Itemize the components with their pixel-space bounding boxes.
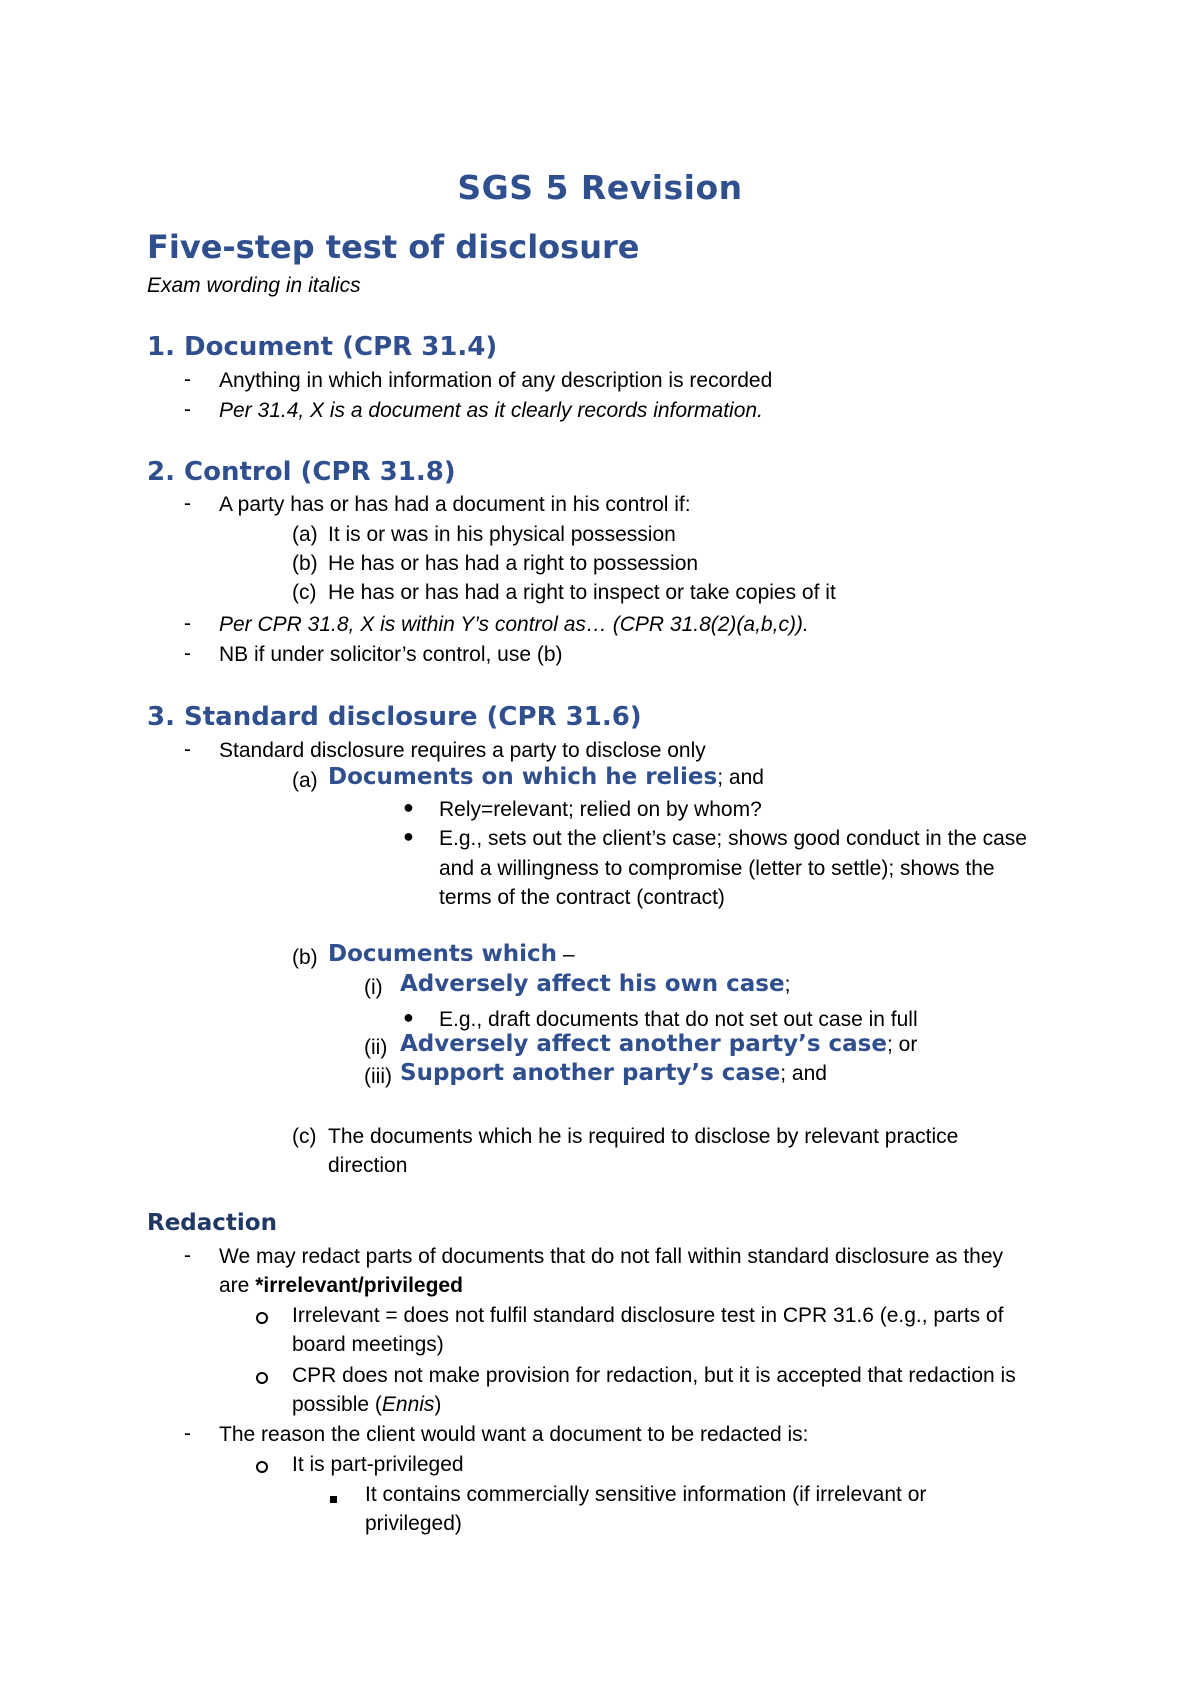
document-item-1: Anything in which information of any description is recorded <box>219 369 773 392</box>
section-control-heading: 2. Control (CPR 31.8) <box>147 457 456 487</box>
control-sub-a: It is or was in his physical possession <box>328 523 676 546</box>
standard-b-emph: Documents which <box>328 941 558 967</box>
standard-b-ii-tail: ; or <box>886 1033 918 1056</box>
standard-label-b-iii: (iii) <box>364 1065 392 1088</box>
control-exam-wording: Per CPR 31.8, X is within Y’s control as… (CPR 31.8(2)(a,b,c)). <box>219 613 809 636</box>
bullet-dot: ● <box>403 1007 414 1027</box>
document-item-2: Per 31.4, X is a document as it clearly records information. <box>219 399 763 422</box>
standard-label-b-ii: (ii) <box>364 1036 388 1059</box>
dash-bullet: - <box>184 492 191 515</box>
standard-label-b: (b) <box>292 946 318 969</box>
standard-intro: Standard disclosure requires a party to disclose only <box>219 739 706 762</box>
subtitle: Exam wording in italics <box>147 274 361 297</box>
circle-bullet <box>256 1371 268 1389</box>
standard-label-c: (c) <box>292 1125 317 1148</box>
dash-bullet: - <box>184 738 191 761</box>
standard-a-bullet-2: E.g., sets out the client’s case; shows good conduct in the case <box>439 827 1027 850</box>
control-intro: A party has or has had a document in his control if: <box>219 493 691 516</box>
control-sub-b: He has or has had a right to possession <box>328 552 699 575</box>
control-label-a: (a) <box>292 523 318 546</box>
dash-bullet: - <box>184 398 191 421</box>
control-label-c: (c) <box>292 581 317 604</box>
standard-item-b-iii <box>400 1059 827 1088</box>
dash-bullet: - <box>184 1422 191 1445</box>
standard-item-c-line-2: direction <box>328 1154 408 1177</box>
redaction-sub-2-suffix: ) <box>434 1393 442 1416</box>
dash-bullet: - <box>184 612 191 635</box>
standard-item-c-line-1: The documents which he is required to disclose by relevant practice <box>328 1125 959 1148</box>
standard-b-iii-tail: ; and <box>780 1062 827 1085</box>
redaction-item-1-line-2 <box>219 1271 463 1300</box>
control-sub-c: He has or has had a right to inspect or take copies of it <box>328 581 836 604</box>
redaction-item-2-subsub-line-1: It contains commercially sensitive information (if irrelevant or <box>365 1483 927 1506</box>
standard-a-tail: ; and <box>717 766 764 789</box>
control-label-b: (b) <box>292 552 318 575</box>
standard-label-b-i: (i) <box>364 976 383 999</box>
standard-a-bullet-2-cont: and a willingness to compromise (letter to settle); shows the <box>439 857 995 880</box>
dash-bullet: - <box>184 1244 191 1267</box>
redaction-item-2-sub: It is part-privileged <box>292 1453 464 1476</box>
redaction-item-1-prefix: are <box>219 1274 256 1297</box>
standard-b-i-emph: Adversely affect his own case <box>400 971 785 997</box>
section-document-heading: 1. Document (CPR 31.4) <box>147 332 498 362</box>
redaction-item-1-bold: *irrelevant/privileged <box>255 1274 463 1297</box>
square-bullet <box>330 1490 337 1508</box>
page-title: SGS 5 Revision <box>457 168 743 207</box>
redaction-item-1-line-1: We may redact parts of documents that do not fall within standard disclosure as they <box>219 1245 1004 1268</box>
dash-bullet: - <box>184 642 191 665</box>
standard-item-b-i <box>400 970 790 999</box>
standard-a-bullet-1: Rely=relevant; relied on by whom? <box>439 798 762 821</box>
redaction-sub-1-line-1: Irrelevant = does not fulfil standard disclosure test in CPR 31.6 (e.g., parts of <box>292 1304 1004 1327</box>
redaction-sub-1-line-2: board meetings) <box>292 1333 444 1356</box>
standard-b-tail: – <box>557 943 575 966</box>
standard-item-b <box>328 940 575 969</box>
circle-bullet <box>256 1460 268 1478</box>
standard-b-iii-emph: Support another party’s case <box>400 1060 781 1086</box>
standard-label-a: (a) <box>292 769 318 792</box>
redaction-item-2-subsub-line-2: privileged) <box>365 1512 462 1535</box>
section-redaction-heading: Redaction <box>147 1210 277 1236</box>
section-standard-heading: 3. Standard disclosure (CPR 31.6) <box>147 702 642 732</box>
dash-bullet: - <box>184 368 191 391</box>
main-heading: Five-step test of disclosure <box>147 228 640 266</box>
bullet-dot: ● <box>403 797 414 817</box>
redaction-sub-2-prefix: possible ( <box>292 1393 382 1416</box>
bullet-dot: ● <box>403 826 414 846</box>
standard-b-ii-emph: Adversely affect another party’s case <box>400 1031 887 1057</box>
standard-b-i-bullet: E.g., draft documents that do not set out case in full <box>439 1008 918 1031</box>
standard-a-bullet-2-cont: terms of the contract (contract) <box>439 886 725 909</box>
redaction-sub-2-case: Ennis <box>381 1393 435 1416</box>
circle-bullet <box>256 1311 268 1329</box>
control-nb: NB if under solicitor’s control, use (b) <box>219 643 563 666</box>
standard-item-a <box>328 763 764 792</box>
standard-b-i-tail: ; <box>784 973 791 996</box>
redaction-sub-2-line-2 <box>292 1390 441 1419</box>
standard-item-b-ii <box>400 1030 917 1059</box>
redaction-item-2: The reason the client would want a document to be redacted is: <box>219 1423 809 1446</box>
redaction-sub-2-line-1: CPR does not make provision for redaction, but it is accepted that redaction is <box>292 1364 1016 1387</box>
standard-a-emph: Documents on which he relies <box>328 764 718 790</box>
